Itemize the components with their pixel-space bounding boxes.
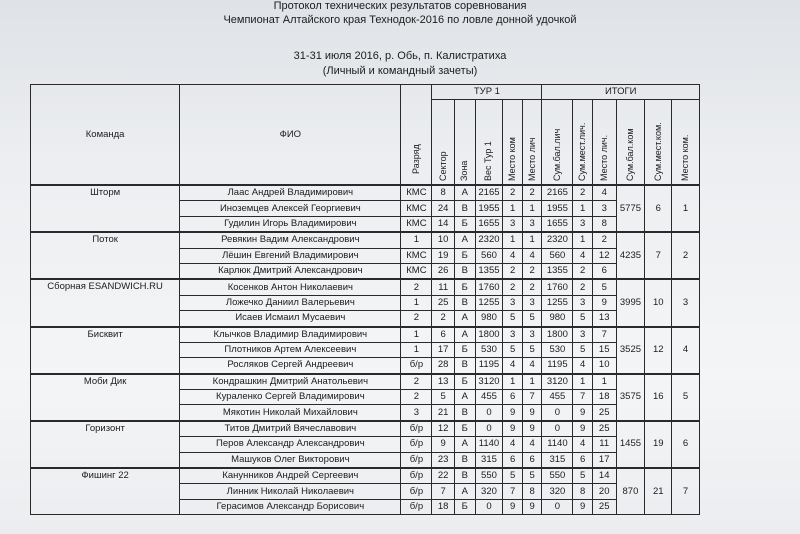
- cell-sum-place-team: 21: [645, 468, 672, 515]
- cell-sum-place: 3: [573, 216, 593, 232]
- cell-place: 3: [592, 201, 616, 216]
- cell-weight: 0: [475, 499, 503, 514]
- cell-place-pers: 1: [522, 201, 542, 216]
- cell-place: 14: [592, 468, 616, 484]
- cell-sum-points: 3120: [542, 374, 573, 390]
- cell-weight: 1355: [475, 263, 503, 279]
- cell-sum-points-team: 4235: [616, 232, 645, 279]
- cell-place-pers: 3: [522, 327, 542, 343]
- header-tour-group: ТУР 1: [432, 85, 542, 100]
- cell-sum-points: 0: [542, 499, 573, 514]
- cell-sector: 2: [432, 311, 455, 327]
- cell-rank: б/р: [401, 452, 432, 468]
- cell-sector: 28: [432, 358, 455, 374]
- cell-weight: 0: [475, 405, 503, 421]
- cell-sector: 8: [432, 185, 455, 201]
- athlete-name-cell: Линник Николай Николаевич: [180, 484, 401, 499]
- cell-weight: 0: [475, 421, 503, 437]
- cell-place-team: 3: [503, 327, 523, 343]
- cell-zone: А: [455, 390, 476, 405]
- cell-place-pers: 5: [522, 311, 542, 327]
- header-sum-points-team-label: Сум.бал.ком: [624, 128, 635, 181]
- cell-place-team: 5: [503, 311, 523, 327]
- cell-place-pers: 4: [522, 248, 542, 263]
- cell-place-team-total: 5: [672, 374, 700, 421]
- cell-zone: В: [455, 405, 476, 421]
- cell-sum-place-team: 19: [645, 421, 672, 468]
- table-row: [31, 279, 700, 295]
- cell-place-team: 2: [503, 263, 523, 279]
- header-place-team-total-label: Место ком.: [680, 134, 691, 181]
- cell-place-team: 1: [503, 374, 523, 390]
- header-rank: [401, 85, 432, 186]
- header-sum-place-pers: [573, 100, 593, 186]
- cell-place-team: 1: [503, 201, 523, 216]
- cell-sector: 25: [432, 295, 455, 310]
- cell-zone: А: [455, 437, 476, 452]
- cell-place: 13: [592, 311, 616, 327]
- cell-sector: 18: [432, 499, 455, 514]
- cell-zone: В: [455, 295, 476, 310]
- cell-place-team: 4: [503, 358, 523, 374]
- cell-weight: 3120: [475, 374, 503, 390]
- cell-sum-points: 0: [542, 405, 573, 421]
- cell-place-team: 4: [503, 248, 523, 263]
- cell-place-pers: 1: [522, 232, 542, 248]
- header-sum-place-team: [645, 100, 672, 186]
- cell-sum-place: 4: [573, 437, 593, 452]
- cell-place-pers: 2: [522, 279, 542, 295]
- cell-sum-points: 1800: [542, 327, 573, 343]
- cell-place-pers: 9: [522, 499, 542, 514]
- cell-place-team: 9: [503, 421, 523, 437]
- cell-weight: 1140: [475, 437, 503, 452]
- athlete-name-cell: Перов Александр Александрович: [180, 437, 401, 452]
- cell-zone: В: [455, 468, 476, 484]
- cell-weight: 315: [475, 452, 503, 468]
- cell-weight: 1655: [475, 216, 503, 232]
- cell-sector: 12: [432, 421, 455, 437]
- cell-place-team: 9: [503, 405, 523, 421]
- cell-place-pers: 4: [522, 437, 542, 452]
- team-name-cell: Поток: [31, 232, 180, 279]
- cell-weight: 1800: [475, 327, 503, 343]
- cell-sum-place: 9: [573, 421, 593, 437]
- cell-rank: КМС: [401, 201, 432, 216]
- header-sum-place-team-label: Сум.мест.ком.: [652, 122, 663, 181]
- cell-rank: б/р: [401, 437, 432, 452]
- cell-zone: Б: [455, 342, 476, 357]
- cell-rank: КМС: [401, 185, 432, 201]
- cell-place-pers: 6: [522, 452, 542, 468]
- cell-sum-place: 4: [573, 248, 593, 263]
- athlete-name-cell: Иноземцев Алексей Георгиевич: [180, 201, 401, 216]
- team-name-cell: Шторм: [31, 185, 180, 232]
- cell-sector: 19: [432, 248, 455, 263]
- cell-sum-place: 1: [573, 232, 593, 248]
- cell-place: 25: [592, 405, 616, 421]
- cell-sum-points-team: 1455: [616, 421, 645, 468]
- cell-weight: 530: [475, 342, 503, 357]
- cell-zone: Б: [455, 216, 476, 232]
- cell-zone: Б: [455, 374, 476, 390]
- cell-place: 4: [592, 185, 616, 201]
- cell-place-team-total: 4: [672, 327, 700, 374]
- cell-sum-place: 2: [573, 279, 593, 295]
- cell-place-pers: 2: [522, 185, 542, 201]
- cell-place-team: 1: [503, 232, 523, 248]
- cell-rank: б/р: [401, 468, 432, 484]
- cell-place-team-total: 6: [672, 421, 700, 468]
- cell-place-pers: 9: [522, 421, 542, 437]
- cell-place: 17: [592, 452, 616, 468]
- athlete-name-cell: Клычков Владимир Владимирович: [180, 327, 401, 343]
- cell-sector: 7: [432, 484, 455, 499]
- cell-place-team: 6: [503, 452, 523, 468]
- cell-zone: В: [455, 201, 476, 216]
- cell-place: 6: [592, 263, 616, 279]
- cell-sum-points-team: 3525: [616, 327, 645, 374]
- cell-sum-place: 5: [573, 342, 593, 357]
- cell-sum-points: 2165: [542, 185, 573, 201]
- cell-weight: 980: [475, 311, 503, 327]
- cell-zone: Б: [455, 279, 476, 295]
- header-place-team-total: [672, 100, 700, 186]
- cell-sum-place: 6: [573, 452, 593, 468]
- cell-place-pers: 3: [522, 216, 542, 232]
- table-row: [31, 185, 700, 201]
- cell-place: 25: [592, 421, 616, 437]
- athlete-name-cell: Канунников Андрей Сергеевич: [180, 468, 401, 484]
- cell-weight: 455: [475, 390, 503, 405]
- cell-place-team: 5: [503, 468, 523, 484]
- results-table: [30, 84, 700, 515]
- cell-sum-points: 560: [542, 248, 573, 263]
- cell-sum-place: 9: [573, 499, 593, 514]
- athlete-name-cell: Исаев Исмаил Мусаевич: [180, 311, 401, 327]
- cell-place-pers: 1: [522, 374, 542, 390]
- cell-place-pers: 2: [522, 263, 542, 279]
- cell-place-team: 3: [503, 295, 523, 310]
- athlete-name-cell: Ложечко Даниил Валерьевич: [180, 295, 401, 310]
- cell-place-team: 4: [503, 437, 523, 452]
- cell-rank: 1: [401, 342, 432, 357]
- cell-sum-points-team: 3575: [616, 374, 645, 421]
- cell-sum-place: 5: [573, 311, 593, 327]
- cell-weight: 550: [475, 468, 503, 484]
- cell-sum-points: 530: [542, 342, 573, 357]
- table-row: [31, 374, 700, 390]
- table-row: [31, 468, 700, 484]
- cell-weight: 1195: [475, 358, 503, 374]
- cell-place-pers: 4: [522, 358, 542, 374]
- cell-sector: 9: [432, 437, 455, 452]
- cell-sector: 13: [432, 374, 455, 390]
- cell-rank: КМС: [401, 263, 432, 279]
- cell-zone: А: [455, 327, 476, 343]
- athlete-name-cell: Росляков Сергей Андреевич: [180, 358, 401, 374]
- cell-place-team-total: 1: [672, 185, 700, 232]
- cell-sum-points: 550: [542, 468, 573, 484]
- cell-place: 7: [592, 327, 616, 343]
- cell-weight: 2165: [475, 185, 503, 201]
- team-name-cell: Горизонт: [31, 421, 180, 468]
- cell-weight: 320: [475, 484, 503, 499]
- athlete-name-cell: Кураленко Сергей Владимирович: [180, 390, 401, 405]
- cell-rank: 2: [401, 279, 432, 295]
- cell-sum-place-team: 16: [645, 374, 672, 421]
- cell-place-pers: 3: [522, 295, 542, 310]
- cell-sum-points: 1955: [542, 201, 573, 216]
- cell-sum-place: 1: [573, 201, 593, 216]
- cell-place-team: 2: [503, 279, 523, 295]
- table-row: [31, 327, 700, 343]
- cell-sum-points: 1355: [542, 263, 573, 279]
- cell-place-team: 6: [503, 390, 523, 405]
- cell-sector: 22: [432, 468, 455, 484]
- cell-rank: 1: [401, 295, 432, 310]
- cell-weight: 1955: [475, 201, 503, 216]
- athlete-name-cell: Титов Дмитрий Вячеславович: [180, 421, 401, 437]
- cell-place: 2: [592, 232, 616, 248]
- header-sum-points-pers-label: Сум.бал.лич: [551, 128, 562, 181]
- cell-sum-points: 455: [542, 390, 573, 405]
- cell-sum-place: 2: [573, 263, 593, 279]
- cell-rank: б/р: [401, 484, 432, 499]
- cell-sector: 17: [432, 342, 455, 357]
- cell-zone: Б: [455, 248, 476, 263]
- athlete-name-cell: Мякотин Николай Михайлович: [180, 405, 401, 421]
- cell-rank: 3: [401, 405, 432, 421]
- cell-sum-place: 2: [573, 185, 593, 201]
- cell-sector: 5: [432, 390, 455, 405]
- athlete-name-cell: Косенков Антон Николаевич: [180, 279, 401, 295]
- athlete-name-cell: Плотников Артем Алексеевич: [180, 342, 401, 357]
- cell-sum-points: 1195: [542, 358, 573, 374]
- cell-sector: 6: [432, 327, 455, 343]
- document-title: Протокол технических результатов соревнования: [273, 0, 527, 12]
- athlete-name-cell: Машуков Олег Викторович: [180, 452, 401, 468]
- cell-place-team: 9: [503, 499, 523, 514]
- header-place-team: [503, 100, 523, 186]
- header-place-pers-total: [592, 100, 616, 186]
- cell-sector: 10: [432, 232, 455, 248]
- cell-zone: Б: [455, 421, 476, 437]
- cell-weight: 2320: [475, 232, 503, 248]
- cell-sector: 21: [432, 405, 455, 421]
- cell-place-pers: 7: [522, 390, 542, 405]
- cell-sum-place: 3: [573, 327, 593, 343]
- cell-sum-points: 1655: [542, 216, 573, 232]
- header-weight: [475, 100, 503, 186]
- team-name-cell: Моби Дик: [31, 374, 180, 421]
- cell-sum-points: 1760: [542, 279, 573, 295]
- table-row: [31, 232, 700, 248]
- athlete-name-cell: Герасимов Александр Борисович: [180, 499, 401, 514]
- document-subtitle: (Личный и командный зачеты): [322, 65, 478, 77]
- header-zone: [455, 100, 476, 186]
- cell-sum-place: 3: [573, 295, 593, 310]
- cell-rank: б/р: [401, 499, 432, 514]
- cell-sector: 11: [432, 279, 455, 295]
- cell-place-pers: 9: [522, 405, 542, 421]
- cell-place: 18: [592, 390, 616, 405]
- cell-rank: 1: [401, 232, 432, 248]
- cell-sum-place-team: 12: [645, 327, 672, 374]
- cell-place: 12: [592, 248, 616, 263]
- cell-place-pers: 5: [522, 342, 542, 357]
- cell-rank: КМС: [401, 248, 432, 263]
- header-place-team-label: Место ком: [507, 137, 518, 181]
- athlete-name-cell: Гудилин Игорь Владимирович: [180, 216, 401, 232]
- header-place-pers-label: Место лич: [526, 137, 537, 181]
- cell-weight: 560: [475, 248, 503, 263]
- header-sum-place-pers-label: Сум.мест.лич.: [577, 122, 588, 181]
- cell-sector: 26: [432, 263, 455, 279]
- cell-sector: 14: [432, 216, 455, 232]
- cell-sum-points-team: 5775: [616, 185, 645, 232]
- cell-sum-place-team: 6: [645, 185, 672, 232]
- cell-place: 11: [592, 437, 616, 452]
- cell-sum-points: 2320: [542, 232, 573, 248]
- cell-place-team-total: 2: [672, 232, 700, 279]
- cell-weight: 1760: [475, 279, 503, 295]
- cell-rank: 2: [401, 390, 432, 405]
- cell-sum-place: 1: [573, 374, 593, 390]
- team-name-cell: Сборная ESANDWICH.RU: [31, 279, 180, 326]
- competition-title: Чемпионат Алтайского края Технодок-2016 по ловле донной удочкой: [223, 14, 577, 26]
- cell-weight: 1255: [475, 295, 503, 310]
- cell-sum-place: 7: [573, 390, 593, 405]
- header-place-pers-total-label: Место лич.: [598, 134, 609, 181]
- cell-sum-points: 980: [542, 311, 573, 327]
- header-place-pers: [522, 100, 542, 186]
- cell-place-team: 7: [503, 484, 523, 499]
- cell-zone: В: [455, 263, 476, 279]
- results-body: [31, 185, 700, 515]
- cell-place-pers: 8: [522, 484, 542, 499]
- cell-sum-points-team: 870: [616, 468, 645, 515]
- cell-sector: 23: [432, 452, 455, 468]
- header-rank-label: Разряд: [410, 143, 421, 174]
- cell-rank: б/р: [401, 358, 432, 374]
- cell-zone: А: [455, 232, 476, 248]
- cell-place: 25: [592, 499, 616, 514]
- cell-sum-points: 315: [542, 452, 573, 468]
- cell-place: 20: [592, 484, 616, 499]
- team-name-cell: Бисквит: [31, 327, 180, 374]
- cell-sum-points: 320: [542, 484, 573, 499]
- cell-zone: А: [455, 311, 476, 327]
- cell-sector: 24: [432, 201, 455, 216]
- cell-rank: 1: [401, 327, 432, 343]
- athlete-name-cell: Ревякин Вадим Александрович: [180, 232, 401, 248]
- cell-place: 15: [592, 342, 616, 357]
- cell-place: 8: [592, 216, 616, 232]
- cell-rank: КМС: [401, 216, 432, 232]
- header-sector-label: Сектор: [437, 151, 448, 181]
- cell-place: 10: [592, 358, 616, 374]
- header-name: ФИО: [180, 85, 401, 186]
- header-sum-points-team: [616, 100, 645, 186]
- cell-zone: Б: [455, 499, 476, 514]
- cell-place-team: 5: [503, 342, 523, 357]
- cell-zone: В: [455, 452, 476, 468]
- cell-place: 9: [592, 295, 616, 310]
- cell-sum-place: 4: [573, 358, 593, 374]
- cell-place-pers: 5: [522, 468, 542, 484]
- cell-sum-place: 5: [573, 468, 593, 484]
- cell-sum-points: 1255: [542, 295, 573, 310]
- header-zone-label: Зона: [459, 160, 470, 181]
- cell-sum-place: 9: [573, 405, 593, 421]
- cell-place-team: 3: [503, 216, 523, 232]
- cell-sum-place: 8: [573, 484, 593, 499]
- team-name-cell: Фишинг 22: [31, 468, 180, 515]
- date-location: 31-31 июля 2016, р. Обь, п. Калистратиха: [293, 50, 507, 62]
- athlete-name-cell: Кондрашкин Дмитрий Анатольевич: [180, 374, 401, 390]
- header-sector: [432, 100, 455, 186]
- cell-zone: В: [455, 358, 476, 374]
- athlete-name-cell: Лаас Андрей Владимирович: [180, 185, 401, 201]
- cell-sum-place-team: 7: [645, 232, 672, 279]
- cell-place-team-total: 7: [672, 468, 700, 515]
- cell-rank: 2: [401, 311, 432, 327]
- cell-place-team: 2: [503, 185, 523, 201]
- cell-zone: А: [455, 484, 476, 499]
- cell-place: 5: [592, 279, 616, 295]
- athlete-name-cell: Карлюк Дмитрий Александрович: [180, 263, 401, 279]
- cell-sum-points: 1140: [542, 437, 573, 452]
- header-totals-group: ИТОГИ: [542, 85, 700, 100]
- cell-rank: 2: [401, 374, 432, 390]
- cell-rank: б/р: [401, 421, 432, 437]
- header-team: Команда: [31, 85, 180, 186]
- cell-sum-points: 0: [542, 421, 573, 437]
- header-sum-points-pers: [542, 100, 573, 186]
- header-weight-label: Вес Тур 1: [483, 141, 494, 181]
- cell-zone: А: [455, 185, 476, 201]
- cell-place-team-total: 3: [672, 279, 700, 326]
- cell-place: 1: [592, 374, 616, 390]
- athlete-name-cell: Лёшин Евгений Владимирович: [180, 248, 401, 263]
- cell-sum-place-team: 10: [645, 279, 672, 326]
- table-row: [31, 421, 700, 437]
- cell-sum-points-team: 3995: [616, 279, 645, 326]
